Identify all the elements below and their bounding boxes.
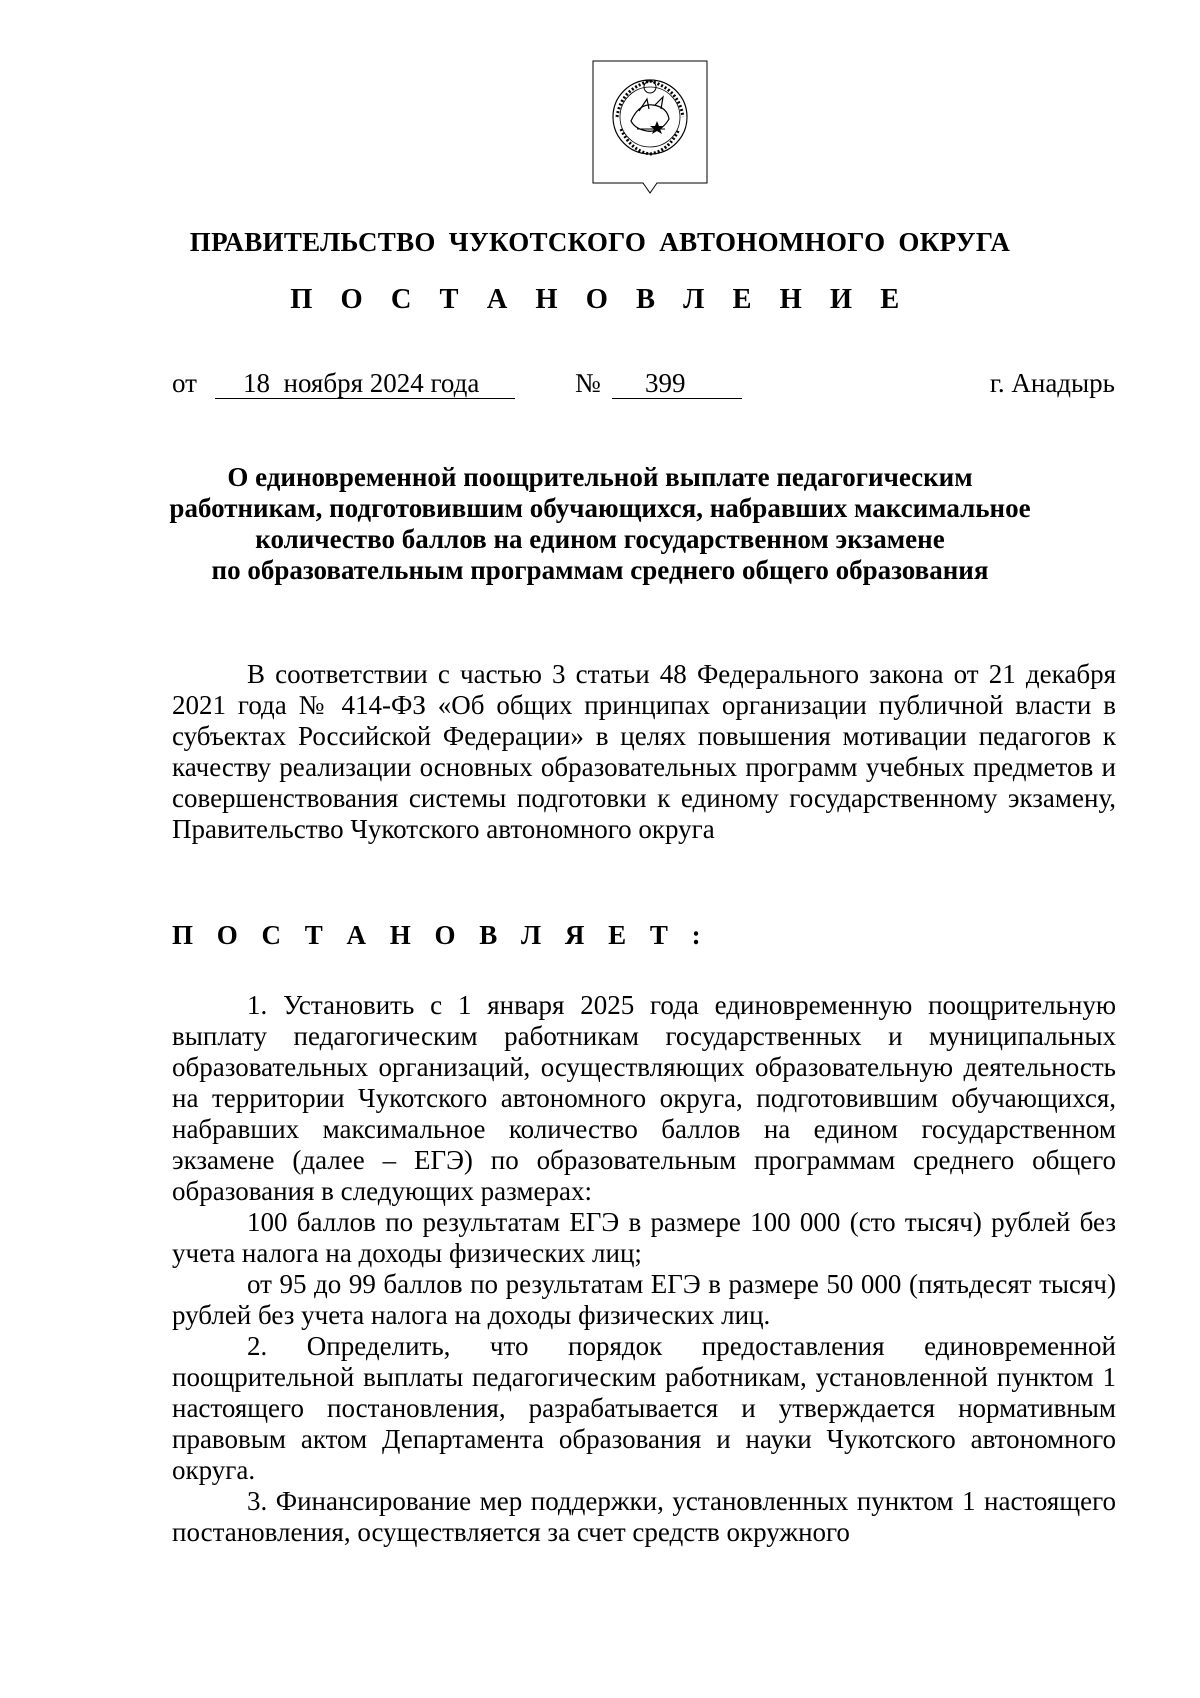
preamble bbox=[172, 659, 1116, 845]
number-field bbox=[612, 365, 742, 399]
document-place: г. Анадырь bbox=[989, 368, 1115, 398]
clause-3: 3. Финансирование мер поддержки, установленных пунктом 1 настоящего постановления, осуществляется за счет средств окружного bbox=[172, 1486, 1116, 1547]
document-number: 399 bbox=[645, 368, 686, 398]
date-field bbox=[215, 365, 515, 399]
document-details-row bbox=[172, 365, 1115, 401]
clause-1-item-100: 100 баллов по результатам ЕГЭ в размере 100 000 (сто тысяч) рублей без учета налога на доходы физических лиц; bbox=[172, 1207, 1116, 1268]
from-label: от bbox=[172, 368, 197, 398]
preamble-paragraph: В соответствии с частью 3 статьи 48 Федерального закона от 21 декабря 2021 года № 414-ФЗ «Об общих принципах организации публичной власти в субъектах Российской Федерации» в целях повышения мотивации педагогов к качеству реализации основных образовательных программ учебных предметов и совершенствования системы подготовки к единому государственному экзамену, Правительство Чукотского автономного округа bbox=[172, 659, 1116, 844]
document-subject bbox=[150, 462, 1050, 586]
resolves-heading: П О С Т А Н О В Л Я Е Т : bbox=[172, 920, 710, 950]
clause-1: 1. Установить с 1 января 2025 года единовременную поощрительную выплату педагогическим работникам государственных и муниципальных образовательных организаций, осуществляющих образовательную деятельность на территории Чукотского автономного округа, подготовившим обучающихся, набравших максимальное количество баллов на едином государственном экзамене (далее – ЕГЭ) по образовательным программам среднего общего образования в следующих размерах: bbox=[172, 990, 1116, 1206]
subject-line: работникам, подготовившим обучающихся, набравших максимальное bbox=[169, 493, 1031, 523]
document-date: 18 ноября 2024 года bbox=[243, 368, 480, 398]
coat-of-arms-emblem bbox=[591, 59, 709, 207]
subject-line: количество баллов на едином государственном экзамене bbox=[255, 524, 945, 554]
clauses bbox=[172, 990, 1116, 1548]
subject-line: по образовательным программам среднего общего образования bbox=[211, 555, 989, 585]
document-type-heading: П О С Т А Н О В Л Е Н И Е bbox=[290, 284, 910, 315]
number-label: № bbox=[575, 368, 601, 398]
clause-2: 2. Определить, что порядок предоставления единовременной поощрительной выплаты педагогическим работникам, установленной пунктом 1 настоящего постановления, разрабатывается и утверждается нормативным правовым актом Департамента образования и науки Чукотского автономного округа. bbox=[172, 1331, 1116, 1485]
clause-1-item-95-99: от 95 до 99 баллов по результатам ЕГЭ в размере 50 000 (пятьдесят тысяч) рублей без учета налога на доходы физических лиц. bbox=[172, 1269, 1116, 1330]
organization-title: ПРАВИТЕЛЬСТВО ЧУКОТСКОГО АВТОНОМНОГО ОКРУГА bbox=[189, 227, 1011, 257]
subject-line: О единовременной поощрительной выплате педагогическим bbox=[227, 462, 973, 492]
